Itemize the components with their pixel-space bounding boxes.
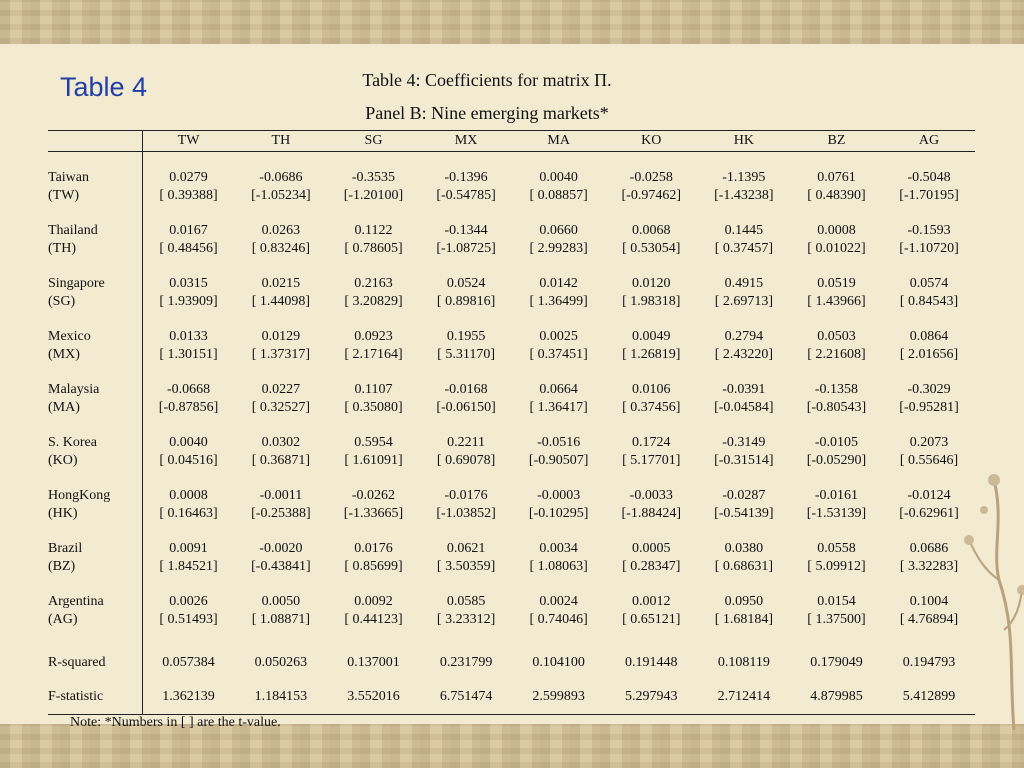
table-cell: 0.0923 bbox=[354, 329, 393, 344]
table-cell: [-1.05234] bbox=[251, 188, 311, 203]
table-cell: 0.2163 bbox=[354, 276, 393, 291]
table-cell: 4.879985 bbox=[790, 680, 883, 715]
row-label: (SG) bbox=[48, 294, 76, 309]
coef-row bbox=[48, 169, 975, 187]
table-body bbox=[48, 152, 975, 715]
table-cell: 0.0558 bbox=[817, 541, 856, 556]
table-cell: -0.1358 bbox=[814, 382, 859, 397]
table-cell: 2.712414 bbox=[698, 680, 791, 715]
table-cell: 6.751474 bbox=[420, 680, 513, 715]
slide-heading: Table 4 bbox=[60, 72, 148, 102]
table-cell: [ 0.32527] bbox=[251, 400, 311, 415]
column-header: KO bbox=[641, 133, 662, 148]
table-cell: [-0.05290] bbox=[806, 453, 867, 468]
table-cell: [-1.33665] bbox=[343, 506, 404, 521]
table-cell: 0.057384 bbox=[142, 646, 235, 680]
table-cell: [ 0.78605] bbox=[344, 241, 403, 256]
table-cell: 0.0005 bbox=[632, 541, 671, 556]
table-cell: [ 3.20829] bbox=[344, 294, 403, 309]
row-label: (HK) bbox=[48, 506, 78, 521]
table-cell: [ 1.36499] bbox=[529, 294, 588, 309]
table-cell: [ 2.17164] bbox=[344, 347, 403, 362]
row-spacer bbox=[48, 311, 975, 328]
table-cell: [ 2.69713] bbox=[714, 294, 774, 309]
table-cell: -0.0686 bbox=[259, 170, 303, 185]
table-cell: [ 0.08857] bbox=[529, 188, 588, 203]
table-cell: [-1.20100] bbox=[343, 188, 404, 203]
coef-row bbox=[48, 434, 975, 452]
table-cell: 0.0040 bbox=[142, 434, 235, 452]
table-cell: 0.0315 bbox=[142, 275, 235, 293]
table-cell: -0.0516 bbox=[537, 435, 581, 450]
table-cell: [ 0.48390] bbox=[807, 188, 866, 203]
table-cell: [ 1.98318] bbox=[622, 294, 681, 309]
column-header: MX bbox=[454, 133, 478, 148]
table-cell: [-0.43841] bbox=[251, 559, 311, 574]
table-cell: 0.0025 bbox=[539, 329, 578, 344]
table-title-line2: Panel B: Nine emerging markets* bbox=[365, 103, 609, 123]
stat-row bbox=[48, 646, 975, 680]
table-cell: [-1.43238] bbox=[714, 188, 774, 203]
row-label: (TH) bbox=[48, 241, 76, 256]
table-cell: -0.3029 bbox=[907, 382, 951, 397]
table-cell: 0.0524 bbox=[446, 276, 486, 291]
column-header: MA bbox=[547, 133, 570, 148]
t-value-row bbox=[48, 399, 975, 417]
table-cell: [ 0.35080] bbox=[344, 400, 403, 415]
table-cell: [ 1.93909] bbox=[142, 293, 235, 311]
table-cell: 0.0026 bbox=[142, 593, 235, 611]
table-cell: [ 0.89816] bbox=[436, 294, 496, 309]
table-cell: 0.050263 bbox=[254, 655, 308, 670]
table-note: Note: *Numbers in [ ] are the t-value. bbox=[70, 715, 281, 730]
row-spacer bbox=[48, 258, 975, 275]
table-cell: -0.0176 bbox=[444, 488, 488, 503]
table-cell: [ 1.44098] bbox=[251, 294, 311, 309]
row-spacer bbox=[48, 576, 975, 593]
table-cell: 0.0519 bbox=[817, 276, 856, 291]
table-cell: [-1.53139] bbox=[806, 506, 867, 521]
table-cell: 1.362139 bbox=[142, 680, 235, 715]
table-cell: 0.0302 bbox=[261, 435, 301, 450]
table-cell: 0.0120 bbox=[632, 276, 671, 291]
table-cell: [ 0.51493] bbox=[142, 611, 235, 629]
table-cell: 0.0092 bbox=[354, 594, 393, 609]
table-cell: [-1.88424] bbox=[621, 506, 682, 521]
table-cell: [ 1.84521] bbox=[142, 558, 235, 576]
table-cell: [-0.62961] bbox=[899, 506, 959, 521]
table-cell: 0.0024 bbox=[539, 594, 578, 609]
row-label: (MA) bbox=[48, 400, 80, 415]
table-cell: -0.1593 bbox=[907, 223, 951, 238]
table-cell: [ 2.01656] bbox=[899, 347, 959, 362]
t-value-row bbox=[48, 187, 975, 205]
table-cell: [ 0.39388] bbox=[142, 187, 235, 205]
table-cell: 0.0040 bbox=[539, 170, 578, 185]
table-cell: -0.0161 bbox=[814, 488, 859, 503]
table-cell: 0.0950 bbox=[724, 594, 764, 609]
table-cell: [ 1.37317] bbox=[251, 347, 311, 362]
table-cell: 0.231799 bbox=[439, 655, 493, 670]
row-label: (MX) bbox=[48, 347, 80, 362]
table-cell: [-0.90507] bbox=[528, 453, 589, 468]
table-cell: 0.0012 bbox=[632, 594, 671, 609]
table-cell: 0.0215 bbox=[261, 276, 301, 291]
table-cell: [-0.80543] bbox=[806, 400, 867, 415]
coef-row bbox=[48, 381, 975, 399]
row-label: R-squared bbox=[48, 655, 106, 670]
table-cell: 0.2211 bbox=[447, 435, 486, 450]
table-cell: 0.0176 bbox=[354, 541, 393, 556]
table-cell: [ 0.55646] bbox=[899, 453, 959, 468]
table-cell: 0.0133 bbox=[142, 328, 235, 346]
t-value-row bbox=[48, 505, 975, 523]
table-cell: 0.0761 bbox=[817, 170, 856, 185]
table-cell: -0.0258 bbox=[629, 170, 673, 185]
table-cell: 0.0008 bbox=[817, 223, 856, 238]
table-title-line1: Table 4: Coefficients for matrix Π. bbox=[362, 70, 612, 90]
table-cell: 0.2073 bbox=[909, 435, 949, 450]
table-cell: -0.3535 bbox=[351, 170, 396, 185]
table-cell: [-0.06150] bbox=[436, 400, 496, 415]
table-cell: [-1.08725] bbox=[436, 241, 496, 256]
table-cell: [ 0.04516] bbox=[142, 452, 235, 470]
table-cell: [ 2.21608] bbox=[807, 347, 866, 362]
row-label: Singapore bbox=[48, 276, 105, 291]
t-value-row bbox=[48, 240, 975, 258]
table-cell: [ 5.31170] bbox=[437, 347, 495, 362]
row-label: (KO) bbox=[48, 453, 78, 468]
table-cell: -0.0668 bbox=[142, 381, 235, 399]
table-cell: [-0.31514] bbox=[714, 453, 774, 468]
table-cell: [ 1.43966] bbox=[807, 294, 866, 309]
table-cell: 0.4915 bbox=[724, 276, 764, 291]
coefficient-table bbox=[48, 130, 975, 715]
table-cell: -0.0168 bbox=[444, 382, 488, 397]
table-cell: [ 0.84543] bbox=[899, 294, 959, 309]
table-cell: [ 0.53054] bbox=[622, 241, 681, 256]
table-cell: [ 1.26819] bbox=[622, 347, 681, 362]
row-label: Malaysia bbox=[48, 382, 100, 397]
table-cell: 0.0660 bbox=[539, 223, 578, 238]
table-header bbox=[48, 131, 975, 152]
row-label: Brazil bbox=[48, 541, 83, 556]
table-cell: 0.0091 bbox=[142, 540, 235, 558]
table-cell: 0.0106 bbox=[632, 382, 671, 397]
row-label: HongKong bbox=[48, 488, 111, 503]
table-cell: [ 0.01022] bbox=[807, 241, 866, 256]
table-cell: 3.552016 bbox=[327, 680, 420, 715]
coef-row bbox=[48, 540, 975, 558]
table-cell: 0.1107 bbox=[354, 382, 393, 397]
table-cell: 0.1724 bbox=[632, 435, 671, 450]
table-cell: [-0.25388] bbox=[251, 506, 311, 521]
table-cell: [ 0.44123] bbox=[344, 612, 403, 627]
table-cell: 0.0263 bbox=[261, 223, 301, 238]
table-cell: -0.1396 bbox=[444, 170, 488, 185]
table-cell: [ 0.83246] bbox=[251, 241, 311, 256]
table-cell: -0.3149 bbox=[722, 435, 766, 450]
table-cell: 0.0050 bbox=[261, 594, 301, 609]
table-cell: 0.0129 bbox=[261, 329, 301, 344]
coef-row bbox=[48, 487, 975, 505]
table-cell: 0.0664 bbox=[539, 382, 578, 397]
table-cell: [ 1.37500] bbox=[807, 612, 866, 627]
table-cell: [-0.10295] bbox=[528, 506, 589, 521]
table-cell: [ 3.50359] bbox=[436, 559, 496, 574]
table-cell: [-1.03852] bbox=[436, 506, 496, 521]
column-header: HK bbox=[733, 133, 754, 148]
coef-row bbox=[48, 593, 975, 611]
table-cell: [ 1.30151] bbox=[142, 346, 235, 364]
table-title bbox=[0, 64, 1024, 130]
table-cell: [ 1.36417] bbox=[529, 400, 588, 415]
table-cell: -0.0020 bbox=[259, 541, 303, 556]
table-cell: [ 0.36871] bbox=[251, 453, 311, 468]
table-cell: [ 2.43220] bbox=[714, 347, 774, 362]
table-cell: 0.0154 bbox=[817, 594, 856, 609]
table-cell: 0.0585 bbox=[446, 594, 486, 609]
table-cell: [-0.87856] bbox=[142, 399, 235, 417]
table-cell: -0.0262 bbox=[351, 488, 396, 503]
row-label: Argentina bbox=[48, 594, 104, 609]
table-cell: 0.5954 bbox=[354, 435, 393, 450]
table-cell: 0.108119 bbox=[717, 655, 770, 670]
table-cell: 0.0227 bbox=[261, 382, 301, 397]
table-cell: [-0.97462] bbox=[621, 188, 682, 203]
table-cell: 0.0142 bbox=[539, 276, 578, 291]
row-spacer bbox=[48, 417, 975, 434]
table-cell: 1.184153 bbox=[235, 680, 328, 715]
table-cell: [ 0.65121] bbox=[622, 612, 681, 627]
table-cell: -0.0287 bbox=[722, 488, 766, 503]
table-cell: -0.1344 bbox=[444, 223, 488, 238]
t-value-row bbox=[48, 558, 975, 576]
coef-row bbox=[48, 222, 975, 240]
row-label: (AG) bbox=[48, 612, 78, 627]
table-cell: 0.0686 bbox=[909, 541, 949, 556]
table-cell: 0.104100 bbox=[532, 655, 585, 670]
row-label: S. Korea bbox=[48, 435, 97, 450]
table-cell: [ 0.74046] bbox=[529, 612, 588, 627]
stat-row bbox=[48, 680, 975, 715]
table-cell: 0.0380 bbox=[724, 541, 764, 556]
row-label: F-statistic bbox=[48, 680, 142, 715]
table-cell: [ 0.85699] bbox=[344, 559, 403, 574]
table-cell: [ 0.37457] bbox=[714, 241, 774, 256]
column-header: TW bbox=[142, 131, 235, 152]
table-cell: -0.0011 bbox=[259, 488, 303, 503]
table-cell: 0.0008 bbox=[142, 487, 235, 505]
table-cell: [ 1.08871] bbox=[251, 612, 311, 627]
row-label: (BZ) bbox=[48, 559, 76, 574]
row-spacer bbox=[48, 152, 975, 170]
table-cell: [ 0.69078] bbox=[436, 453, 496, 468]
table-cell: [ 5.09912] bbox=[807, 559, 866, 574]
row-label: Thailand bbox=[48, 223, 98, 238]
table-cell: [ 0.37451] bbox=[529, 347, 588, 362]
table-cell: -0.5048 bbox=[907, 170, 951, 185]
table-cell: [ 1.68184] bbox=[714, 612, 774, 627]
table-cell: [ 4.76894] bbox=[899, 612, 959, 627]
t-value-row bbox=[48, 346, 975, 364]
table-cell: [ 5.17701] bbox=[622, 453, 681, 468]
table-cell: [ 0.37456] bbox=[622, 400, 681, 415]
table-cell: 5.297943 bbox=[605, 680, 698, 715]
table-cell: 0.0167 bbox=[142, 222, 235, 240]
table-cell: 0.1004 bbox=[909, 594, 949, 609]
table-cell: 0.1445 bbox=[724, 223, 764, 238]
decorative-border-top bbox=[0, 0, 1024, 44]
table-cell: 0.1955 bbox=[446, 329, 486, 344]
coef-row bbox=[48, 328, 975, 346]
table-cell: [ 1.08063] bbox=[529, 559, 588, 574]
t-value-row bbox=[48, 452, 975, 470]
table-cell: [ 2.99283] bbox=[529, 241, 588, 256]
table-cell: [-0.95281] bbox=[899, 400, 959, 415]
table-cell: -1.1395 bbox=[722, 170, 766, 185]
row-spacer bbox=[48, 364, 975, 381]
table-cell: 0.191448 bbox=[625, 655, 678, 670]
table-cell: 0.0049 bbox=[632, 329, 671, 344]
row-spacer bbox=[48, 629, 975, 646]
table-cell: [-1.70195] bbox=[899, 188, 959, 203]
table-cell: [ 0.28347] bbox=[622, 559, 681, 574]
coef-row bbox=[48, 275, 975, 293]
row-label: Mexico bbox=[48, 329, 91, 344]
row-spacer bbox=[48, 523, 975, 540]
table-cell: [ 0.16463] bbox=[142, 505, 235, 523]
column-header: TH bbox=[271, 133, 291, 148]
column-header: SG bbox=[364, 133, 383, 148]
column-header: BZ bbox=[827, 133, 846, 148]
table-cell: [ 3.32283] bbox=[899, 559, 959, 574]
table-cell: 2.599893 bbox=[512, 680, 605, 715]
row-spacer bbox=[48, 205, 975, 222]
table-cell: 0.0864 bbox=[909, 329, 949, 344]
header-empty bbox=[48, 131, 142, 152]
t-value-row bbox=[48, 611, 975, 629]
table-cell: [ 3.23312] bbox=[436, 612, 496, 627]
table-cell: 0.0068 bbox=[632, 223, 671, 238]
row-spacer bbox=[48, 470, 975, 487]
table-cell: -0.0391 bbox=[722, 382, 766, 397]
table-cell: [ 0.48456] bbox=[142, 240, 235, 258]
table-cell: 0.194793 bbox=[902, 655, 956, 670]
table-cell: [ 1.61091] bbox=[344, 453, 403, 468]
table-cell: [-0.54139] bbox=[714, 506, 774, 521]
table-cell: 0.0279 bbox=[142, 169, 235, 187]
table-cell: 5.412899 bbox=[883, 680, 976, 715]
row-label: (TW) bbox=[48, 188, 80, 203]
table-cell: 0.2794 bbox=[724, 329, 764, 344]
t-value-row bbox=[48, 293, 975, 311]
table-cell: -0.0105 bbox=[814, 435, 859, 450]
table-cell: -0.0033 bbox=[629, 488, 673, 503]
table-cell: [-1.10720] bbox=[899, 241, 959, 256]
table-cell: [ 0.68631] bbox=[714, 559, 774, 574]
column-header: AG bbox=[918, 133, 940, 148]
table-cell: 0.0621 bbox=[446, 541, 486, 556]
table-cell: 0.179049 bbox=[810, 655, 863, 670]
table-cell: [-0.54785] bbox=[436, 188, 496, 203]
table-cell: 0.0503 bbox=[817, 329, 856, 344]
table-cell: 0.0574 bbox=[909, 276, 949, 291]
table-cell: 0.1122 bbox=[354, 223, 393, 238]
table-cell: -0.0124 bbox=[907, 488, 951, 503]
row-label: Taiwan bbox=[48, 170, 90, 185]
table-cell: -0.0003 bbox=[537, 488, 581, 503]
table-cell: 0.0034 bbox=[539, 541, 578, 556]
table-cell: [-0.04584] bbox=[714, 400, 774, 415]
table-cell: 0.137001 bbox=[347, 655, 400, 670]
